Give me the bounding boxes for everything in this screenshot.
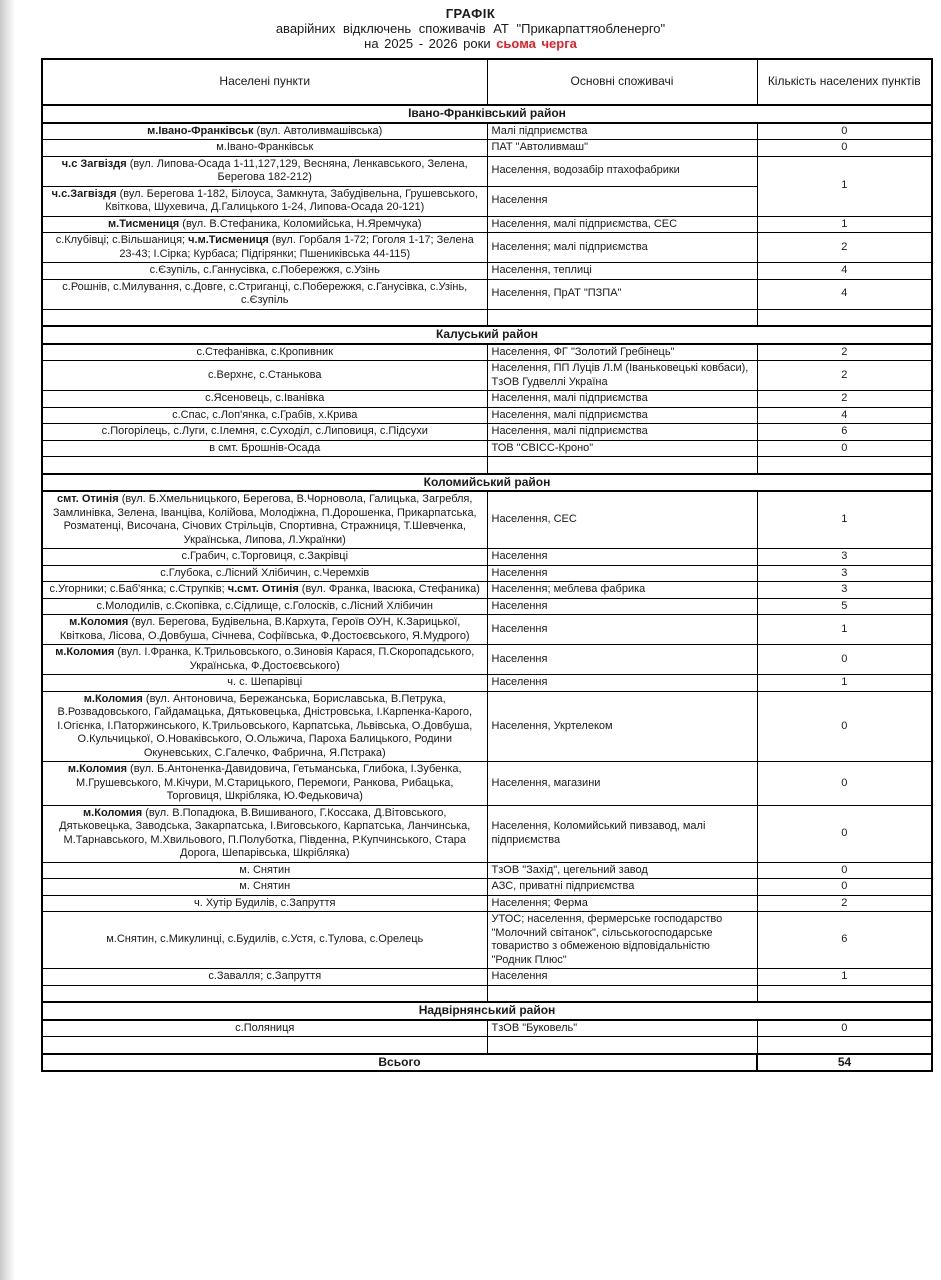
data-row	[42, 691, 932, 762]
locality-name-bold: м.Коломия	[67, 763, 127, 775]
consumers-cell: Населення; Ферма	[487, 895, 757, 912]
section-row	[42, 105, 932, 123]
locality-cell	[42, 491, 487, 549]
data-row	[42, 216, 932, 233]
locality-text: с.Завалля; с.Запруття	[208, 970, 322, 982]
locality-text: м. Снятин	[239, 863, 291, 876]
count-cell: 2	[757, 361, 932, 391]
locality-text: (вул. Берегова, Будівельна, В.Кархута, Героїв ОУН, К.Зарицької, Квіткова, Лісова, О.Довбуша, Січнева, Софіївська, Ф.Достоєвського, Я.Мудрого)	[59, 616, 470, 642]
consumers-cell: ПАТ "Автоливмаш"	[487, 140, 757, 157]
data-row	[42, 969, 932, 986]
locality-text: (вул. Горбаля 1-72; Гоголя 1-17; Зелена 23-43; І.Сірка; Курбаса; Підгірянки; Пшениківська 44-115)	[119, 234, 474, 260]
count-cell: 2	[757, 233, 932, 263]
data-row	[42, 895, 932, 912]
title-line3-highlight: сьома черга	[496, 36, 577, 51]
consumers-cell: Населення, малі підприємства	[487, 391, 757, 408]
locality-text: с.Спас, с.Лоп'янка, с.Грабів, х.Крива	[172, 408, 358, 421]
count-cell: 3	[757, 565, 932, 582]
consumers-cell: Населення	[487, 186, 757, 216]
section-row	[42, 474, 932, 492]
locality-name-bold: м.Тисмениця	[108, 217, 180, 230]
total-row	[42, 1054, 932, 1072]
empty-row	[42, 1037, 932, 1054]
locality-text: (вул. І.Франка, К.Трильовського, о.Зиновія Карася, П.Скоропадського, Українська, Ф.Достоєвського)	[114, 646, 475, 672]
empty-row	[42, 457, 932, 474]
consumers-cell: Населення	[487, 565, 757, 582]
locality-text: м.Івано-Франківськ	[216, 141, 314, 153]
locality-cell	[42, 361, 487, 391]
count-cell: 4	[757, 263, 932, 280]
data-row	[42, 407, 932, 424]
consumers-cell: Населення; меблева фабрика	[487, 582, 757, 599]
consumers-cell: Населення, теплиці	[487, 263, 757, 280]
locality-text: с.Погорілець, с.Луги, с.Ілемня, с.Суходіл, с.Липовиця, с.Підсухи	[101, 425, 428, 437]
empty-cell	[42, 1037, 487, 1054]
header-row	[42, 59, 932, 105]
consumers-cell: Населення	[487, 615, 757, 645]
locality-cell	[42, 279, 487, 309]
locality-text: с.Рошнів, с.Милування, с.Довге, с.Стриганці, с.Побережжя, с.Ганусівка, с.Узінь, с.Єзупіль	[62, 280, 468, 306]
count-cell: 2	[757, 391, 932, 408]
empty-cell	[757, 457, 932, 474]
locality-text: с.Верхнє, с.Станькова	[207, 368, 322, 381]
locality-text: ч. с. Шепарівці	[227, 676, 303, 688]
locality-cell	[42, 969, 487, 986]
locality-cell	[42, 895, 487, 912]
consumers-cell: Населення, малі підприємства	[487, 424, 757, 441]
locality-text: с.Клубівці; с.Вільшаниця;	[55, 234, 189, 246]
locality-text: с.Поляниця	[235, 1021, 295, 1034]
locality-cell	[42, 186, 487, 216]
consumers-cell: УТОС; населення, фермерське господарство "Молочний світанок", сільськогосподарське товариство з обмеженою відповідальністю "Родник Плюс"	[487, 912, 757, 969]
locality-name-bold: м.Івано-Франківськ	[147, 124, 254, 137]
consumers-cell: Населення, СЕС	[487, 491, 757, 549]
count-cell: 0	[757, 691, 932, 762]
locality-cell	[42, 549, 487, 566]
locality-text: (вул. Автоливмашівська)	[253, 124, 383, 137]
header-localities: Населені пункти	[42, 59, 487, 105]
data-row	[42, 565, 932, 582]
count-cell: 3	[757, 582, 932, 599]
locality-text: (вул. Б.Антоненка-Давидовича, Гетьманська, Глибока, І.Зубенка, М.Грушевського, М.Кічури, М.Старицького, Перемоги, Ранкова, Рибацька, Торговиця, Шкрібляка, Ю.Федьковича)	[76, 763, 462, 802]
header-consumers: Основні споживачі	[487, 59, 757, 105]
count-cell: 0	[757, 440, 932, 457]
locality-cell	[42, 156, 487, 186]
locality-text: в смт. Брошнів-Осада	[209, 441, 321, 454]
data-row	[42, 912, 932, 969]
count-cell: 0	[757, 123, 932, 140]
consumers-cell: Населення, ФГ "Золотий Гребінець"	[487, 344, 757, 361]
count-cell: 4	[757, 407, 932, 424]
data-row	[42, 344, 932, 361]
consumers-cell: Населення, малі підприємства	[487, 407, 757, 424]
data-row	[42, 879, 932, 896]
empty-cell	[487, 985, 757, 1002]
count-cell: 1	[757, 615, 932, 645]
data-row	[42, 862, 932, 879]
data-row	[42, 615, 932, 645]
consumers-cell: ТОВ "СВІСС-Кроно"	[487, 440, 757, 457]
locality-cell	[42, 391, 487, 408]
count-cell: 2	[757, 895, 932, 912]
locality-cell	[42, 216, 487, 233]
locality-cell	[42, 424, 487, 441]
locality-text: (вул. В.Стефаника, Коломийська, Н.Яремчука)	[179, 217, 422, 230]
count-cell: 0	[757, 879, 932, 896]
count-cell: 6	[757, 912, 932, 969]
locality-cell	[42, 1020, 487, 1037]
locality-text: (вул. Б.Хмельницького, Берегова, В.Чорновола, Галицька, Загребля, Замлинівка, Зелена, Іванціва, Колійова, Молодіжна, П.Дорошенка, Прикарпатська, Розматенці, Височана, Січових Стрільців, Спортивна, Стражниця, Т.Шевченка, Українська, Липова, Л.Українки)	[52, 493, 477, 546]
count-cell: 1	[757, 156, 932, 216]
count-cell: 5	[757, 598, 932, 615]
title-line3-prefix: на 2025 - 2026 роки	[364, 36, 491, 51]
locality-name-bold: ч.с Загвіздя	[61, 157, 127, 170]
locality-cell	[42, 805, 487, 862]
locality-cell	[42, 691, 487, 762]
consumers-cell: Населення	[487, 675, 757, 692]
locality-cell	[42, 762, 487, 806]
locality-name-bold: ч.с.Загвіздя	[51, 187, 117, 200]
count-cell: 0	[757, 762, 932, 806]
data-row	[42, 645, 932, 675]
data-row	[42, 424, 932, 441]
outage-table-body	[42, 105, 932, 1071]
data-row	[42, 263, 932, 280]
empty-cell	[757, 309, 932, 326]
empty-row	[42, 309, 932, 326]
data-row	[42, 156, 932, 186]
empty-cell	[487, 1037, 757, 1054]
table-header	[42, 59, 932, 105]
locality-name-bold: м.Коломия	[55, 646, 115, 658]
consumers-cell: Населення, ПП Луців Л.М (Іваньковецькі ковбаси), ТзОВ Гудвеллі Україна	[487, 361, 757, 391]
empty-cell	[487, 309, 757, 326]
outage-schedule-table	[41, 58, 933, 1072]
data-row	[42, 762, 932, 806]
consumers-cell: Населення, Коломийський пивзавод, малі підприємства	[487, 805, 757, 862]
document-title	[0, 0, 941, 51]
empty-row	[42, 985, 932, 1002]
locality-text: с.Ясеновець, с.Іванівка	[205, 392, 325, 404]
count-cell: 6	[757, 424, 932, 441]
locality-name-bold: смт. Отинія	[57, 493, 119, 505]
data-row	[42, 140, 932, 157]
consumers-cell: ТзОВ "Буковель"	[487, 1020, 757, 1037]
data-row	[42, 440, 932, 457]
empty-cell	[42, 457, 487, 474]
district-section-label: Коломийський район	[42, 474, 932, 492]
consumers-cell: Малі підприємства	[487, 123, 757, 140]
section-row	[42, 326, 932, 344]
consumers-cell: Населення	[487, 549, 757, 566]
locality-cell	[42, 645, 487, 675]
count-cell: 3	[757, 549, 932, 566]
consumers-cell: АЗС, приватні підприємства	[487, 879, 757, 896]
section-row	[42, 1002, 932, 1020]
data-row	[42, 491, 932, 549]
empty-cell	[757, 1037, 932, 1054]
consumers-cell: Населення, Укртелеком	[487, 691, 757, 762]
district-section-label: Надвірнянський район	[42, 1002, 932, 1020]
data-row	[42, 805, 932, 862]
count-cell: 1	[757, 491, 932, 549]
data-row	[42, 675, 932, 692]
locality-cell	[42, 565, 487, 582]
locality-text: с.Єзупіль, с.Ганнусівка, с.Побережжя, с.Узінь	[149, 264, 380, 276]
locality-cell	[42, 862, 487, 879]
total-label: Всього	[42, 1054, 757, 1072]
locality-name-bold: ч.м.Тисмениця	[188, 234, 269, 246]
empty-cell	[757, 985, 932, 1002]
locality-text: с.Стефанівка, с.Кропивник	[196, 345, 334, 358]
count-cell: 0	[757, 1020, 932, 1037]
locality-cell	[42, 263, 487, 280]
empty-cell	[487, 457, 757, 474]
data-row	[42, 598, 932, 615]
locality-cell	[42, 123, 487, 140]
count-cell: 1	[757, 675, 932, 692]
count-cell: 1	[757, 969, 932, 986]
data-row	[42, 123, 932, 140]
locality-name-bold: м.Коломия	[83, 692, 143, 705]
locality-text: м.Снятин, с.Микулинці, с.Будилів, с.Устя, с.Тулова, с.Орелець	[106, 933, 424, 946]
locality-cell	[42, 879, 487, 896]
locality-text: (вул. В.Попадюка, В.Вишиваного, Г.Коссака, Д.Вітовського, Дятьковецька, Заводська, Закарпатська, І.Виговського, Карпатська, Ланчинська, М.Тарнавського, М.Хвильового, П.Полуботка, Південна, Р.Купчинського, Стара Дорога, Шепарівська, Шкрібляка)	[59, 806, 471, 859]
count-cell: 0	[757, 645, 932, 675]
consumers-cell: ТзОВ "Захід", цегельний завод	[487, 862, 757, 879]
locality-text: м. Снятин	[239, 880, 291, 892]
consumers-cell: Населення, водозабір птахофабрики	[487, 156, 757, 186]
locality-cell	[42, 344, 487, 361]
data-row	[42, 233, 932, 263]
data-row	[42, 582, 932, 599]
total-count: 54	[757, 1054, 932, 1072]
locality-cell	[42, 615, 487, 645]
locality-text: (вул. Берегова 1-182, Білоуса, Замкнута, Забудівельна, Грушевського, Квіткова, Шухевича, Д.Галицького 1-24, Липова-Осада 20-121)	[105, 187, 478, 213]
count-cell: 4	[757, 279, 932, 309]
locality-text: с.Молодилів, с.Скопівка, с.Сідлище, с.Голосків, с.Лісний Хлібичин	[96, 599, 433, 612]
count-cell: 2	[757, 344, 932, 361]
locality-text: ч. Хутір Будилів, с.Запруття	[194, 896, 336, 909]
consumers-cell: Населення	[487, 645, 757, 675]
consumers-cell: Населення, магазини	[487, 762, 757, 806]
locality-text: с.Глубока, с.Лісний Хлібичин, с.Черемхів	[160, 566, 370, 579]
consumers-cell: Населення, малі підприємства, СЕС	[487, 216, 757, 233]
consumers-cell: Населення; малі підприємства	[487, 233, 757, 263]
data-row	[42, 391, 932, 408]
title-line1: ГРАФІК	[445, 6, 496, 21]
locality-cell	[42, 598, 487, 615]
title-line2: аварійних відключень споживачів АТ "Прикарпаттяобленерго"	[275, 21, 666, 36]
locality-text: с.Угорники; с.Баб'янка; с.Струпків;	[49, 583, 228, 595]
count-cell: 0	[757, 140, 932, 157]
data-row	[42, 549, 932, 566]
empty-cell	[42, 985, 487, 1002]
locality-cell	[42, 233, 487, 263]
locality-name-bold: м.Коломия	[83, 806, 143, 819]
locality-text: (вул. Франка, Івасюка, Стефаника)	[298, 583, 480, 595]
locality-cell	[42, 140, 487, 157]
count-cell: 0	[757, 805, 932, 862]
consumers-cell: Населення	[487, 969, 757, 986]
district-section-label: Івано-Франківський район	[42, 105, 932, 123]
empty-cell	[42, 309, 487, 326]
locality-text: (вул. Липова-Осада 1-11,127,129, Весняна, Ленкавського, Зелена, Берегова 182-212)	[126, 157, 468, 183]
locality-name-bold: ч.смт. Отинія	[227, 583, 299, 595]
locality-cell	[42, 440, 487, 457]
count-cell: 0	[757, 862, 932, 879]
data-row	[42, 361, 932, 391]
locality-name-bold: м.Коломия	[69, 616, 129, 628]
header-count: Кількість населених пунктів	[757, 59, 932, 105]
title-line3	[0, 36, 941, 51]
consumers-cell: Населення	[487, 598, 757, 615]
consumers-cell: Населення, ПрАТ "ПЗПА"	[487, 279, 757, 309]
data-row	[42, 279, 932, 309]
locality-cell	[42, 912, 487, 969]
data-row	[42, 1020, 932, 1037]
locality-text: с.Грабич, с.Торговиця, с.Закрівці	[181, 550, 349, 562]
district-section-label: Калуський район	[42, 326, 932, 344]
locality-text: (вул. Антоновича, Бережанська, Бориславська, В.Петрука, В.Розвадовського, Гайдамацька, Дятьковецька, Дністровська, І.Карпенка-Карого, І.Огієнка, І.Паторжинського, К.Трильовського, Карпатська, Львівська, О.Довбуша, О.Кульчицької, О.Новаківського, О.Ольжича, Пароха Балицького, Родини Окуневських, С.Галечко, Фабрична, Я.Пстрака)	[57, 692, 473, 759]
locality-cell	[42, 407, 487, 424]
locality-cell	[42, 582, 487, 599]
count-cell: 1	[757, 216, 932, 233]
locality-cell	[42, 675, 487, 692]
